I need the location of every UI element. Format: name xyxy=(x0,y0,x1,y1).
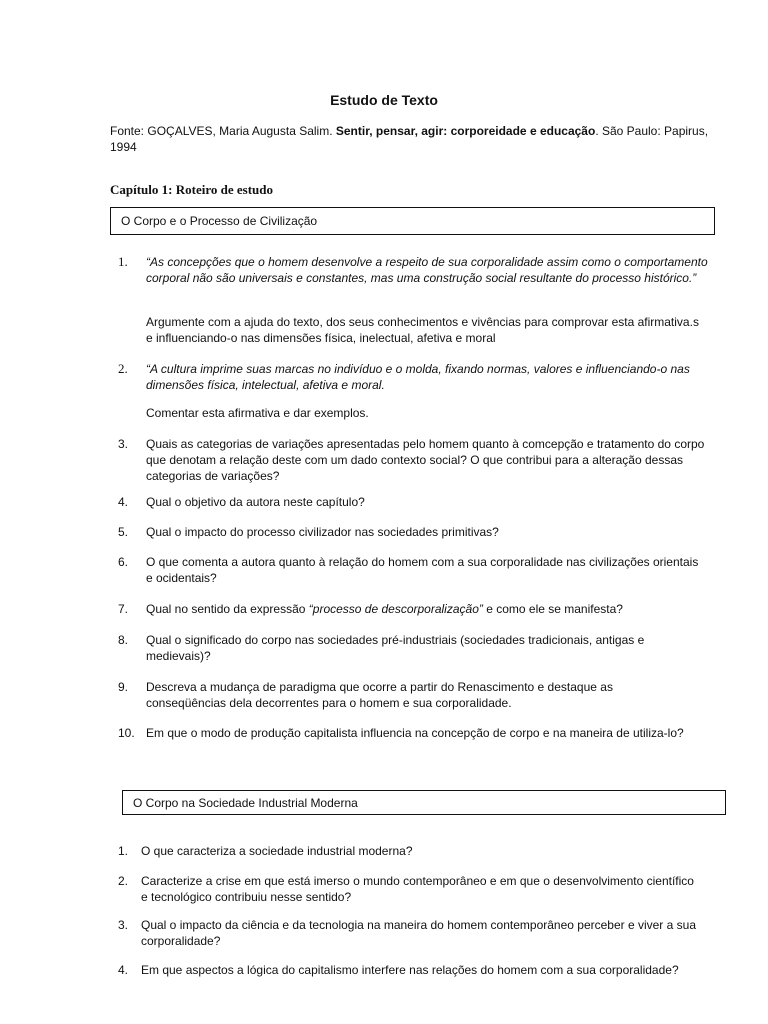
question-text xyxy=(146,601,718,617)
section-heading-box xyxy=(122,790,726,815)
question-number: 1. xyxy=(118,254,128,269)
question-number: 3. xyxy=(118,437,129,451)
question-followup: Argumente com a ajuda do texto, dos seus conhecimentos e vivências para comprovar esta afirmativa.s e influenciando-o nas dimensões física, inelectual, afetiva e moral xyxy=(146,315,699,345)
question-number: 6. xyxy=(118,555,129,569)
question-number: 3. xyxy=(118,918,129,932)
question-number: 4. xyxy=(118,495,129,509)
question-text: Descreva a mudança de paradigma que ocorre a partir do Renascimento e destaque as conseqüências dela decorrentes para o homem e sua corporalidade. xyxy=(146,680,613,710)
question-number: 2. xyxy=(118,361,128,376)
source-book-title: Sentir, pensar, agir: corporeidade e educação xyxy=(335,124,596,138)
question-text-italic: “processo de descorporalização” xyxy=(308,602,483,616)
source-suffix: . São Paulo: Papirus, 1994 xyxy=(110,124,709,154)
section-heading: O Corpo na Sociedade Industrial Moderna xyxy=(133,795,358,810)
question-number: 8. xyxy=(118,633,129,647)
question-text: Qual o impacto do processo civilizador nas sociedades primitivas? xyxy=(146,525,499,539)
source-citation xyxy=(110,123,720,155)
question-text: “A cultura imprime suas marcas no indivíduo e o molda, fixando normas, valores e influenciando-o nas dimensões física, intelectual, afetiva e moral. xyxy=(146,362,690,392)
question-number: 5. xyxy=(118,525,129,539)
question-text: Em que o modo de produção capitalista influencia na concepção de corpo e na maneira de utiliza-lo? xyxy=(146,726,684,740)
question-text: “As concepções que o homem desenvolve a respeito de sua corporalidade assim como o comportamento corporal não são universais e constantes, mas uma construção social resultante do processo histórico.” xyxy=(146,255,708,285)
question-number: 9. xyxy=(118,680,129,694)
question-text: Qual o objetivo da autora neste capítulo? xyxy=(146,495,365,509)
question-text-after: e como ele se manifesta? xyxy=(482,602,623,616)
question-number: 7. xyxy=(118,602,129,616)
section-heading-box xyxy=(110,207,715,235)
question-text: Quais as categorias de variações apresentadas pelo homem quanto à comcepção e tratamento do corpo que denotam a relação deste com um dado contexto social? O que contribui para a alteração dessas categorias de variações? xyxy=(146,437,705,483)
question-number: 4. xyxy=(118,963,129,977)
question-text: Qual o impacto da ciência e da tecnologia na maneira do homem contemporâneo perceber e viver a sua corporalidade? xyxy=(141,918,696,948)
source-prefix: Fonte: GOÇALVES, Maria Augusta Salim. xyxy=(110,124,336,138)
question-text: Caracterize a crise em que está imerso o mundo contemporâneo e em que o desenvolvimento científico e tecnológico contribuiu nesse sentido? xyxy=(141,874,694,904)
question-number: 10. xyxy=(118,726,135,740)
question-text: O que caracteriza a sociedade industrial moderna? xyxy=(141,844,413,858)
question-text-before: Qual no sentido da expressão xyxy=(146,602,309,616)
question-text: Em que aspectos a lógica do capitalismo interfere nas relações do homem com a sua corporalidade? xyxy=(141,963,679,977)
document-title: Estudo de Texto xyxy=(330,92,438,108)
question-text: Qual o significado do corpo nas sociedades pré-industriais (sociedades tradicionais, antigas e medievais)? xyxy=(146,633,645,663)
question-text: O que comenta a autora quanto à relação do homem com a sua corporalidade nas civilizações orientais e ocidentais? xyxy=(146,555,699,585)
question-number: 2. xyxy=(118,874,129,888)
question-number: 1. xyxy=(118,844,129,858)
section-heading: O Corpo e o Processo de Civilização xyxy=(121,214,318,228)
chapter-heading: Capítulo 1: Roteiro de estudo xyxy=(110,182,273,197)
question-followup: Comentar esta afirmativa e dar exemplos. xyxy=(146,406,369,420)
